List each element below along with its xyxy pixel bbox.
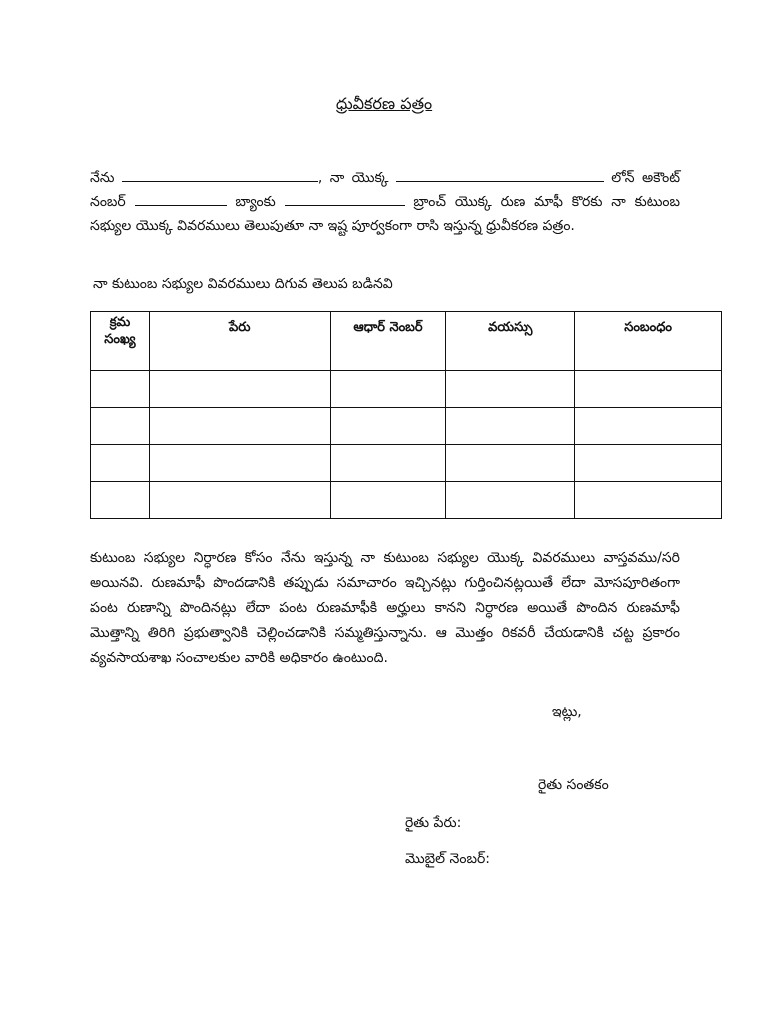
intro-naa-yokka: నా యొక్క xyxy=(329,170,389,186)
header-relation: సంబంధం xyxy=(575,312,722,371)
cell-aadhar[interactable] xyxy=(330,371,446,408)
cell-age[interactable] xyxy=(446,408,575,445)
farmer-signature-label: రైతు సంతకం xyxy=(538,777,609,793)
mobile-number-label: మొబైల్ నెంబర్: xyxy=(405,851,490,867)
table-row xyxy=(91,445,722,482)
table-row xyxy=(91,371,722,408)
page-title: ధ్రువీకరణ పత్రం xyxy=(335,94,433,113)
table-row xyxy=(91,408,722,445)
cell-relation[interactable] xyxy=(575,445,722,482)
header-aadhar: ఆధార్ నెంబర్ xyxy=(330,312,446,371)
cell-serial[interactable] xyxy=(91,408,150,445)
table-header-row xyxy=(91,312,722,371)
father-name-blank[interactable] xyxy=(396,167,604,182)
header-name: పేరు xyxy=(149,312,330,371)
header-serial-line1: క్రమ xyxy=(109,315,131,330)
cell-name[interactable] xyxy=(149,408,330,445)
family-members-table xyxy=(90,311,722,519)
intro-account-number: అకౌంట్ నంబర్ xyxy=(90,170,681,210)
cell-age[interactable] xyxy=(446,482,575,519)
cell-relation[interactable] xyxy=(575,482,722,519)
name-blank[interactable] xyxy=(122,167,318,182)
closing-text: ఇట్లు, xyxy=(552,704,582,720)
intro-loan: లోన్ xyxy=(611,170,635,186)
account-number-blank[interactable] xyxy=(135,191,227,206)
header-age: వయస్సు xyxy=(446,312,575,371)
header-serial-line2: సంఖ్య xyxy=(104,332,136,347)
intro-branch-text: బ్రాంచ్ యొక్క రుణ మాఫీ కొరకు నా కుటుంబ సభ్యుల యొక్క వివరములు తెలుపుతూ నా ఇష్ట పూర్వకంగా రాసి ఇస్తున్న ధ్రువీకరణ పత్రం. xyxy=(90,194,681,234)
bank-name-blank[interactable] xyxy=(285,191,405,206)
header-serial-number xyxy=(91,312,150,371)
cell-aadhar[interactable] xyxy=(330,408,446,445)
farmer-name-label: రైతు పేరు: xyxy=(405,815,462,831)
cell-name[interactable] xyxy=(149,482,330,519)
cell-serial[interactable] xyxy=(91,482,150,519)
table-row xyxy=(91,482,722,519)
intro-bank: బ్యాంకు xyxy=(235,194,276,210)
cell-aadhar[interactable] xyxy=(330,445,446,482)
declaration-paragraph: కుటుంబ సభ్యుల నిర్ధారణ కోసం నేను ఇస్తున్న నా కుటుంబ సభ్యుల యొక్క వివరములు వాస్తవము/సరి అయినవి. రుణమాఫీ పొందడానికి తప్పుడు సమాచారం ఇచ్చినట్లు గుర్తించినట్లయితే లేదా మోసపూరితంగా పంట రుణాన్ని పొందినట్లు లేదా పంట రుణమాఫీకి అర్హులు కానని నిర్ధారణ అయితే పొందిన రుణమాఫీ మొత్తాన్ని తిరిగి ప్రభుత్వానికి చెల్లించడానికి సమ్మతిస్తున్నాను. ఆ మొత్తం రికవరీ చేయడానికి చట్ట ప్రకారం వ్యవసాయశాఖ సంచాలకుల వారికి అధికారం ఉంటుంది. xyxy=(90,550,680,666)
cell-name[interactable] xyxy=(149,445,330,482)
cell-age[interactable] xyxy=(446,371,575,408)
cell-name[interactable] xyxy=(149,371,330,408)
cell-aadhar[interactable] xyxy=(330,482,446,519)
cell-serial[interactable] xyxy=(91,445,150,482)
cell-relation[interactable] xyxy=(575,371,722,408)
cell-age[interactable] xyxy=(446,445,575,482)
cell-relation[interactable] xyxy=(575,408,722,445)
intro-paragraph xyxy=(90,166,680,238)
intro-comma: , xyxy=(317,170,323,186)
intro-nenu: నేను xyxy=(90,170,115,186)
family-details-heading: నా కుటుంబ సభ్యుల వివరములు దిగువ తెలుప బడినవి xyxy=(93,276,393,292)
cell-serial[interactable] xyxy=(91,371,150,408)
